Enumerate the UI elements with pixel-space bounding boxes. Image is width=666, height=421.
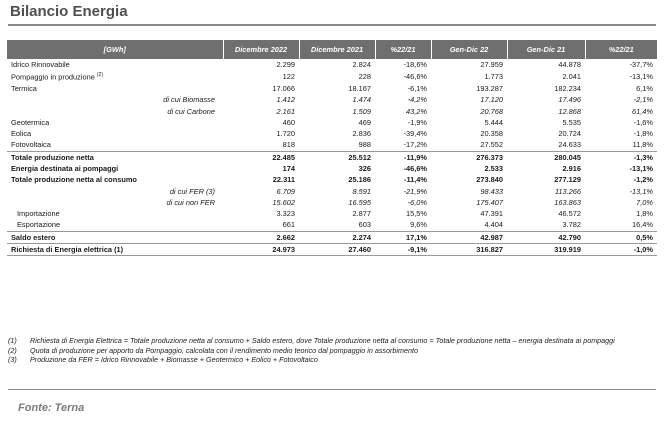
row-label <box>7 94 223 105</box>
row-label <box>7 231 223 243</box>
table-cell: 27.460 <box>299 243 375 255</box>
column-header-unit: [GWh] <box>7 40 223 59</box>
table-cell: 46.572 <box>558 209 581 219</box>
table-cell: -18,6% <box>403 60 427 70</box>
row-label-text: di cui FER (3) <box>169 186 215 196</box>
row-label <box>7 219 223 231</box>
row-label <box>7 163 223 174</box>
row-label-text: Idrico Rinnovabile <box>11 60 70 70</box>
table-cell: 182.234 <box>554 83 581 93</box>
row-label-text: Importazione <box>17 209 60 219</box>
table-cell: 2.533 <box>484 163 503 173</box>
table-cell: 17,1% <box>375 231 431 243</box>
column-header-ytd-22: Gen-Dic 22 <box>431 40 507 59</box>
table-cell: 5.535 <box>562 117 581 127</box>
row-label-text: Totale produzione netta al consumo <box>11 175 137 185</box>
table-cell: 8.591 <box>352 186 371 196</box>
column-header-dec-2021: Dicembre 2021 <box>299 40 375 59</box>
table-cell: 2.161 <box>276 106 295 116</box>
table-row <box>7 83 657 94</box>
table-cell: 6,1% <box>636 83 653 93</box>
table-cell: -1,3% <box>585 151 657 163</box>
row-label-text: Saldo estero <box>11 232 56 242</box>
table-cell: 2.662 <box>223 231 299 243</box>
table-row <box>7 185 657 196</box>
table-cell: 98.433 <box>480 186 503 196</box>
table-cell: -1,8% <box>633 129 653 139</box>
row-label-text: Eolica <box>11 129 32 139</box>
table-cell: 61,4% <box>632 106 653 116</box>
table-row <box>7 59 657 70</box>
row-label <box>7 185 223 196</box>
table-row <box>7 128 657 139</box>
page-title: Bilancio Energia <box>10 3 128 20</box>
table-cell: 276.373 <box>431 151 507 163</box>
table-cell: 1.474 <box>352 95 371 105</box>
table-row <box>7 197 657 208</box>
table-cell: 1.412 <box>276 95 295 105</box>
table-cell: -11,9% <box>375 151 431 163</box>
table-cell: -4,2% <box>407 95 427 105</box>
row-label-text: Pompaggio in produzione <box>11 72 95 82</box>
table-cell: 1.720 <box>276 129 295 139</box>
row-label <box>7 128 223 139</box>
column-header-month-change: %22/21 <box>375 40 431 59</box>
table-cell: -21,9% <box>403 186 427 196</box>
table-cell: 280.045 <box>507 151 585 163</box>
table-cell: 2.299 <box>276 60 295 70</box>
row-label <box>7 151 223 163</box>
table-cell: 2.274 <box>299 231 375 243</box>
table-cell: 818 <box>282 140 295 150</box>
source-credit: Fonte: Terna <box>18 402 85 414</box>
table-row <box>7 94 657 105</box>
title-divider <box>8 24 656 26</box>
table-cell: 3.782 <box>562 220 581 230</box>
table-row <box>7 219 657 231</box>
column-header-ytd-21: Gen-Dic 21 <box>507 40 585 59</box>
table-cell: 163.863 <box>554 197 581 207</box>
table-cell: -1,6% <box>633 117 653 127</box>
table-cell: 273.840 <box>476 175 503 185</box>
table-cell: 18.167 <box>348 83 371 93</box>
table-cell: 47.391 <box>480 209 503 219</box>
table-cell: -13,1% <box>629 163 653 173</box>
table-cell: -37,7% <box>629 60 653 70</box>
row-label-text: Fotovoltaica <box>11 140 51 150</box>
table-cell: 4.404 <box>484 220 503 230</box>
table-cell: 20.768 <box>480 106 503 116</box>
table-cell: 17.120 <box>480 95 503 105</box>
footnotes <box>8 336 658 365</box>
table-cell: 15.602 <box>272 197 295 207</box>
row-label <box>7 117 223 128</box>
table-cell: 228 <box>358 72 371 82</box>
table-cell: -2,1% <box>633 95 653 105</box>
table-cell: 603 <box>358 220 371 230</box>
column-header-ytd-change: %22/21 <box>585 40 657 59</box>
table-cell: -9,1% <box>375 243 431 255</box>
table-cell: -1,2% <box>633 175 653 185</box>
table-cell: 24.633 <box>558 140 581 150</box>
table-cell: 1.773 <box>484 72 503 82</box>
table-cell: -17,2% <box>403 140 427 150</box>
source-divider <box>8 389 656 390</box>
table-cell: 469 <box>358 117 371 127</box>
table-cell: 25.512 <box>299 151 375 163</box>
table-cell: 988 <box>358 140 371 150</box>
table-cell: 16.595 <box>348 197 371 207</box>
table-cell: 27.959 <box>480 60 503 70</box>
row-label-text: Totale produzione netta <box>11 152 94 162</box>
table-cell: 2.824 <box>352 60 371 70</box>
table-cell: 12.868 <box>558 106 581 116</box>
table-cell: 22.311 <box>272 175 295 185</box>
table-cell: 2.916 <box>562 163 581 173</box>
row-label-text: Richiesta di Energia elettrica (1) <box>11 245 124 255</box>
table-cell: 20.724 <box>558 129 581 139</box>
table-cell: 42.790 <box>507 231 585 243</box>
table-cell: -46,6% <box>403 72 427 82</box>
table-row <box>7 243 657 255</box>
table-cell: -6,0% <box>407 197 427 207</box>
table-cell: -11,4% <box>403 175 427 185</box>
table-cell: -13,1% <box>629 186 653 196</box>
table-cell: 1,8% <box>636 209 653 219</box>
row-label <box>7 174 223 185</box>
table-cell: 2.877 <box>352 209 371 219</box>
row-label-text: Geotermica <box>11 117 50 127</box>
table-row <box>7 105 657 116</box>
row-label <box>7 208 223 219</box>
table-cell: 175.407 <box>476 197 503 207</box>
table-row <box>7 174 657 185</box>
table-cell: -1,9% <box>407 117 427 127</box>
table-cell: 316.827 <box>431 243 507 255</box>
table-header-row <box>7 40 657 59</box>
table-cell: 319.919 <box>507 243 585 255</box>
row-label-text: Termica <box>11 83 37 93</box>
table-cell: 174 <box>282 163 295 173</box>
row-label-text: di cui Biomasse <box>163 95 215 105</box>
footnote: (3) Produzione da FER = Idrico Rinnovabile + Biomasse + Geotermico + Eolico + Fotovoltaico <box>8 355 318 364</box>
table-cell: 0,5% <box>585 231 657 243</box>
table-cell: 193.287 <box>476 83 503 93</box>
table-cell: 460 <box>282 117 295 127</box>
table-cell: 27.552 <box>480 140 503 150</box>
row-label-text: di cui non FER <box>166 197 215 207</box>
table-cell: 11,8% <box>632 140 653 150</box>
table-cell: 24.973 <box>223 243 299 255</box>
table-cell: 277.129 <box>554 175 581 185</box>
row-label <box>7 59 223 70</box>
table-cell: 326 <box>358 163 371 173</box>
table-row <box>7 117 657 128</box>
table-cell: -39,4% <box>403 129 427 139</box>
table-cell: 44.878 <box>558 60 581 70</box>
row-label <box>7 83 223 94</box>
table-row <box>7 70 657 82</box>
table-cell: 3.323 <box>276 209 295 219</box>
table-cell: 6.709 <box>276 186 295 196</box>
table-row <box>7 139 657 151</box>
row-label <box>7 243 223 255</box>
row-label <box>7 197 223 208</box>
table-cell: 9,6% <box>410 220 427 230</box>
row-label <box>7 139 223 151</box>
table-cell: 113.266 <box>554 186 581 196</box>
table-cell: 25.186 <box>348 175 371 185</box>
table-row <box>7 163 657 174</box>
table-cell: 7,0% <box>636 197 653 207</box>
table-cell: 16,4% <box>632 220 653 230</box>
footnote: (1) Richiesta di Energia Elettrica = Totale produzione netta al consumo + Saldo estero, dove Totale produzione netta al consumo = Totale produzione netta – energia destinata ai pompaggi <box>8 336 615 345</box>
row-label <box>7 105 223 116</box>
table-cell: 42.987 <box>431 231 507 243</box>
table-row <box>7 231 657 243</box>
table-cell: 22.485 <box>223 151 299 163</box>
column-header-dec-2022: Dicembre 2022 <box>223 40 299 59</box>
table-cell: 2.836 <box>352 129 371 139</box>
table-cell: 1.509 <box>352 106 371 116</box>
table-cell: 17.066 <box>272 83 295 93</box>
row-label-text: Esportazione <box>17 220 61 230</box>
energy-balance-table <box>7 40 657 256</box>
table-cell: 5.444 <box>484 117 503 127</box>
table-cell: 122 <box>282 72 295 82</box>
table-cell: 2.041 <box>562 72 581 82</box>
table-cell: 20.358 <box>480 129 503 139</box>
table-cell: 15,5% <box>406 209 427 219</box>
table-cell: -6,1% <box>407 83 427 93</box>
row-label <box>7 70 223 82</box>
footnote-ref: (2) <box>96 72 104 79</box>
row-label-text: Energia destinata ai pompaggi <box>11 163 119 173</box>
table-cell: -1,0% <box>585 243 657 255</box>
table-cell: -46,6% <box>403 163 427 173</box>
table-cell: 17.496 <box>558 95 581 105</box>
footnote: (2) Quota di produzione per apporto da Pompaggio, calcolata con il rendimento medio teorico dal pompaggio in assorbimento <box>8 345 418 355</box>
table-cell: 43,2% <box>406 106 427 116</box>
table-row <box>7 208 657 219</box>
table-cell: 661 <box>282 220 295 230</box>
table-cell: -13,1% <box>629 72 653 82</box>
table-row <box>7 151 657 163</box>
row-label-text: di cui Carbone <box>167 106 215 116</box>
